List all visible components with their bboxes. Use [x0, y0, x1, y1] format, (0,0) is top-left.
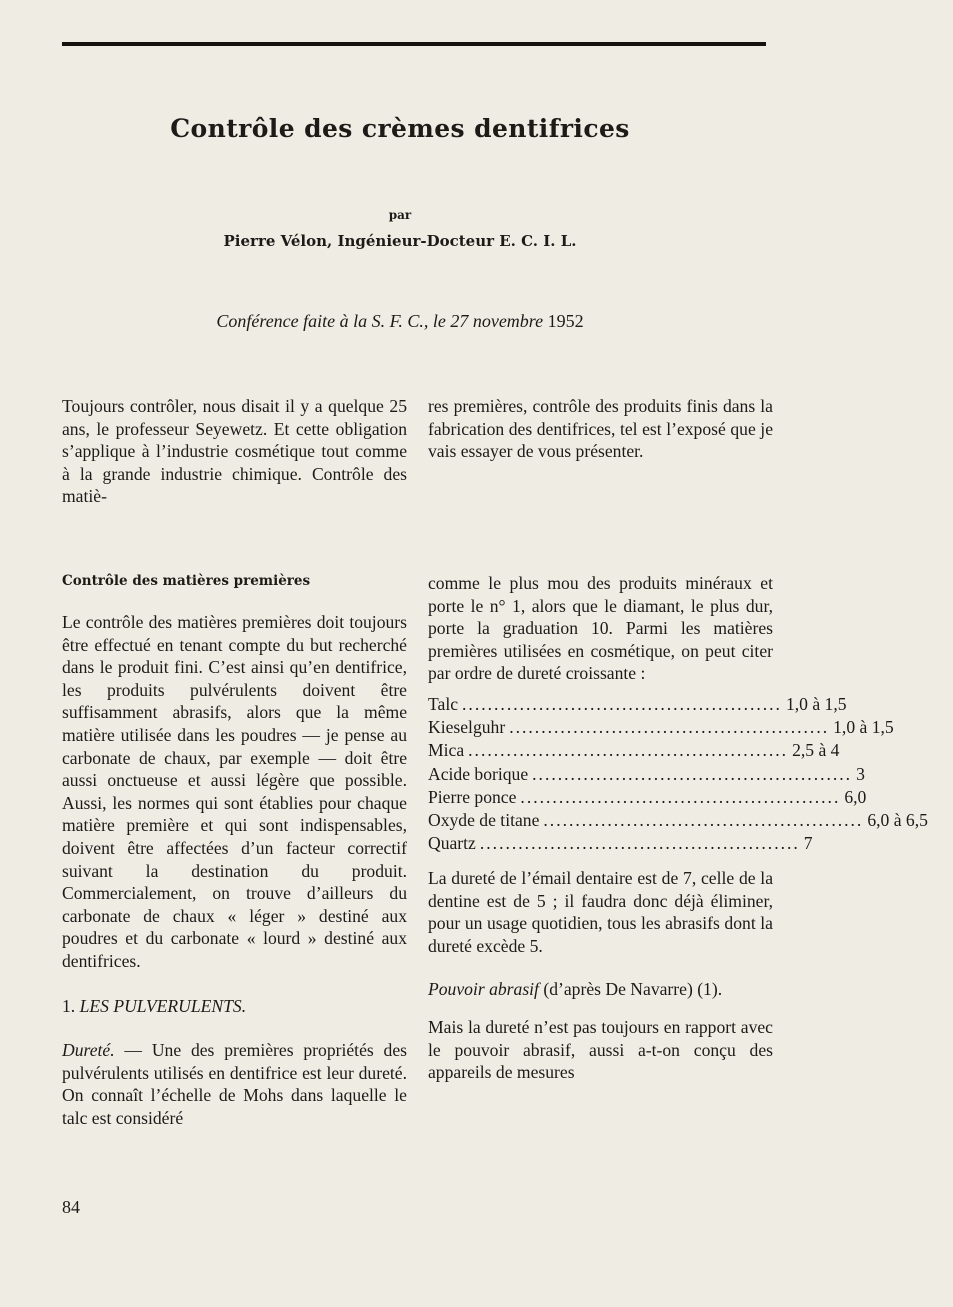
mineral-name: Talc [428, 693, 459, 714]
leader-dots: .................................................. [462, 693, 782, 714]
hardness-row [428, 693, 847, 716]
hardness-row [428, 832, 813, 855]
leader-dots: .................................................. [520, 786, 841, 807]
conference-year: 1952 [547, 311, 584, 331]
hardness-value: 6,0 à 6,5 [867, 809, 928, 830]
hardness-row [428, 716, 894, 739]
hardness-row [428, 763, 865, 786]
mineral-name: Quartz [428, 833, 476, 854]
pouvoir-label: Pouvoir abrasif [428, 978, 539, 999]
section-left-column [62, 572, 407, 1129]
hardness-row [428, 739, 840, 762]
leader-dots: .................................................. [509, 717, 830, 738]
hardness-value: 1,0 à 1,5 [833, 717, 894, 738]
section-paragraph-1: Le contrôle des matières premières doit toujours être effectué en tenant compte du but recherché dans le produit fini. C’est ainsi qu’en dentifrice, les produits pulvérulents doivent être suffisamment abrasifs, alors que la même matière utilisée dans les poudres — je pense au carbonate de chaux, par exemple — doit être aussi onctueuse et aussi légère que possible. Aussi, les normes qui sont établies pour chaque matière première et qui sont indispensables, doivent être affectées d’un facteur correctif suivant la destination du produit. Commercialement, on trouve d’ailleurs du carbonate de chaux « léger » destiné aux poudres et du carbonate « lourd » destiné aux dentifrices. [62, 612, 407, 971]
subsection-title: LES PULVERULENTS. [79, 995, 247, 1016]
intro-right-text: res premières, contrôle des produits finis dans la fabrication des dentifrices, tel est l’exposé que je vais essayer de vous présenter. [428, 396, 773, 462]
intro-left-text: Toujours contrôler, nous disait il y a quelque 25 ans, le professeur Seyewetz. Et cette obligation s’applique à l’industrie cosmétique tout comme à la grande industrie chimique. Contrôle des matiè- [62, 396, 407, 507]
hardness-list [428, 693, 928, 855]
right-paragraph-1: comme le plus mou des produits minéraux et porte le n° 1, alors que le diamant, le plus dur, porte la graduation 10. Parmi les matières premières utilisées en cosmétique, on peut citer par ordre de dureté croissante : [428, 573, 773, 684]
leader-dots: .................................................. [468, 740, 789, 761]
leader-dots: .................................................. [479, 833, 800, 854]
section-right-column [428, 572, 928, 1084]
right-paragraph-2: La dureté de l’émail dentaire est de 7, celle de la dentine est de 5 ; il faudra donc déjà éliminer, pour un usage quotidien, tous les abrasifs dont la dureté excède 5. [428, 868, 773, 957]
author-line: Pierre Vélon, Ingénieur-Docteur E. C. I. L. [223, 232, 577, 250]
mineral-name: Kieselguhr [428, 717, 506, 738]
mineral-name: Mica [428, 740, 465, 761]
hardness-value: 7 [803, 833, 813, 854]
subsection-heading [62, 995, 407, 1018]
conference-text: Conférence faite à la S. F. C., le 27 novembre [216, 311, 544, 331]
subsection-number: 1. [62, 995, 76, 1016]
pouvoir-text: (d’après De Navarre) (1). [538, 978, 723, 999]
mineral-name: Oxyde de titane [428, 809, 540, 830]
durete-paragraph [62, 1039, 407, 1129]
right-paragraph-3: Mais la dureté n’est pas toujours en rapport avec le pouvoir abrasif, aussi a-t-on conçu des appareils de mesures [428, 1017, 773, 1083]
hardness-value: 2,5 à 4 [792, 740, 840, 761]
hardness-row [428, 809, 928, 832]
leader-dots: .................................................. [532, 763, 853, 784]
section-heading: Contrôle des matières premières [62, 573, 311, 589]
durete-text: — Une des premières propriétés des pulvérulents utilisés en dentifrice est leur dureté. On connaît l’échelle de Mohs dans laquelle le talc est considéré [62, 1040, 407, 1128]
hardness-value: 3 [856, 763, 865, 784]
top-rule [62, 42, 766, 46]
mineral-name: Acide borique [428, 763, 529, 784]
intro-right-column [428, 395, 773, 463]
hardness-value: 6,0 [844, 786, 867, 807]
pouvoir-paragraph [428, 978, 773, 1001]
article-title: Contrôle des crèmes dentifrices [170, 114, 630, 143]
mineral-name: Pierre ponce [428, 786, 517, 807]
hardness-value: 1,0 à 1,5 [785, 693, 847, 714]
byline-par: par [388, 208, 412, 222]
leader-dots: .................................................. [543, 809, 864, 830]
conference-line [0, 311, 800, 332]
hardness-row [428, 786, 867, 809]
durete-label: Dureté. [62, 1040, 115, 1061]
page-number: 84 [62, 1197, 80, 1217]
intro-left-column [62, 395, 407, 508]
